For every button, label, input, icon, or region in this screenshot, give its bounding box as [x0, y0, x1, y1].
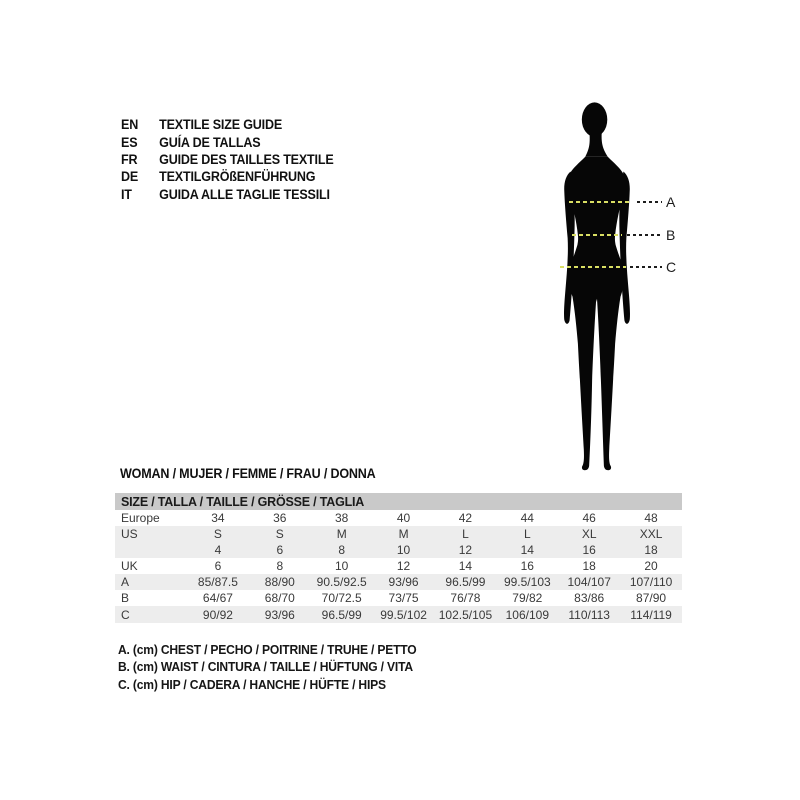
row-label: A	[121, 575, 130, 589]
hip-line-label: C	[666, 259, 677, 275]
size-cell: S	[213, 527, 222, 541]
size-cell: 44	[520, 511, 534, 525]
language-row-en	[121, 116, 334, 133]
size-cell: XXL	[639, 527, 663, 541]
language-code: EN	[121, 117, 139, 133]
waist-line-dashed	[572, 234, 622, 236]
size-cell: 10	[396, 543, 411, 557]
row-label: B	[121, 591, 130, 605]
language-row-it	[121, 186, 334, 203]
size-cell: 18	[582, 559, 596, 573]
measurement-cell: 93/96	[264, 607, 295, 622]
measurement-cell: 68/70	[264, 591, 295, 605]
chest-pointer-line	[637, 201, 662, 203]
measurement-cell: 93/96	[388, 575, 419, 589]
hip-line-dashed	[560, 266, 626, 268]
size-cell: 40	[396, 511, 411, 525]
size-cell: 34	[211, 511, 225, 525]
size-cell: L	[462, 527, 469, 541]
size-cell: 10	[335, 559, 349, 573]
size-cell: 46	[582, 511, 596, 525]
size-cell: 16	[582, 543, 596, 557]
chest-line-label: A	[666, 194, 676, 210]
size-cell: 8	[276, 559, 284, 573]
size-cell: S	[275, 527, 284, 541]
size-table-header	[115, 493, 682, 510]
measurement-cell: 85/87.5	[197, 575, 238, 589]
language-row-fr	[121, 151, 334, 168]
measurement-cell: 88/90	[264, 575, 295, 589]
hip-pointer-line	[630, 266, 662, 268]
size-table	[115, 493, 682, 623]
size-cell: 6	[214, 559, 222, 573]
measurement-cell: 102.5/105	[438, 607, 493, 622]
language-row-es	[121, 133, 334, 150]
language-code: IT	[121, 186, 132, 202]
measurement-cell: 114/119	[630, 607, 672, 622]
size-cell: 18	[644, 543, 658, 557]
size-cell: M	[398, 527, 409, 541]
size-cell: 36	[273, 511, 287, 525]
chest-line-dashed	[569, 201, 632, 203]
size-cell: 48	[644, 511, 658, 525]
section-title-woman: WOMAN / MUJER / FEMME / FRAU / DONNA	[120, 466, 376, 481]
note-chest: A. (cm) CHEST / PECHO / POITRINE / TRUHE / PETTO	[118, 642, 417, 657]
guide-title: GUIDA ALLE TAGLIE TESSILI	[159, 186, 330, 202]
measurement-cell: 96.5/99	[321, 607, 362, 622]
table-row-hip-c	[115, 606, 682, 623]
guide-title: TEXTILGRÖßENFÜHRUNG	[159, 169, 316, 185]
size-cell: 8	[338, 543, 346, 557]
size-cell: 38	[335, 511, 349, 525]
measurement-cell: 110/113	[568, 607, 610, 622]
language-row-de	[121, 168, 334, 185]
size-cell: 14	[520, 543, 534, 557]
size-cell: 14	[458, 559, 473, 573]
measurement-notes	[118, 641, 417, 693]
table-row-us-numbers	[115, 542, 682, 558]
measurement-cell: 99.5/103	[503, 575, 551, 589]
size-table-header-label: SIZE / TALLA / TAILLE / GRÖSSE / TAGLIA	[121, 494, 365, 509]
measurement-cell: 90/92	[202, 607, 233, 622]
size-cell: 42	[458, 511, 473, 525]
measurement-cell: 90.5/92.5	[316, 575, 367, 589]
waist-line-label: B	[666, 227, 676, 243]
size-cell: 12	[396, 559, 411, 573]
measurement-cell: 73/75	[388, 591, 419, 605]
measurement-cell: 64/67	[202, 591, 233, 605]
measurement-cell: 106/109	[505, 607, 549, 622]
size-cell: 6	[276, 543, 284, 557]
measurement-cell: 87/90	[636, 591, 667, 605]
row-label: Europe	[121, 511, 160, 525]
note-waist: B. (cm) WAIST / CINTURA / TAILLE / HÜFTUNG / VITA	[118, 659, 413, 675]
row-label: UK	[121, 559, 138, 573]
silhouette-right-arm	[619, 171, 630, 323]
language-code: DE	[121, 169, 139, 185]
language-code: ES	[121, 134, 138, 150]
size-cell: L	[523, 527, 531, 541]
size-cell: 20	[644, 559, 658, 573]
row-label: US	[121, 527, 138, 541]
woman-silhouette-figure	[535, 99, 659, 471]
measurement-cell: 96.5/99	[445, 575, 486, 589]
size-cell: XL	[581, 527, 597, 541]
measurement-cell: 107/110	[629, 575, 673, 589]
measurement-cell: 79/82	[512, 591, 543, 605]
table-row-uk	[115, 558, 682, 574]
size-cell: 16	[520, 559, 534, 573]
guide-title: TEXTILE SIZE GUIDE	[159, 117, 283, 133]
silhouette-left-arm	[564, 171, 575, 323]
table-row-europe	[115, 510, 682, 526]
measurement-cell: 76/78	[450, 591, 481, 605]
language-code: FR	[121, 151, 138, 167]
measurement-cell: 104/107	[567, 575, 611, 589]
measurement-cell: 83/86	[574, 591, 605, 605]
table-row-waist-b	[115, 590, 682, 606]
table-row-us-letters	[115, 526, 682, 542]
language-title-block	[121, 116, 334, 203]
size-cell: M	[336, 527, 347, 541]
guide-title: GUÍA DE TALLAS	[159, 134, 261, 150]
measurement-cell: 99.5/102	[380, 607, 427, 622]
table-row-chest-a	[115, 574, 682, 590]
silhouette-torso-legs	[568, 157, 625, 470]
measurement-cell: 70/72.5	[321, 591, 362, 605]
waist-pointer-line	[627, 234, 662, 236]
note-hip: C. (cm) HIP / CADERA / HANCHE / HÜFTE / HIPS	[118, 676, 386, 692]
guide-title: GUIDE DES TAILLES TEXTILE	[159, 151, 334, 167]
size-cell: 12	[458, 543, 473, 557]
row-label: C	[121, 607, 130, 622]
size-cell: 4	[214, 543, 222, 557]
